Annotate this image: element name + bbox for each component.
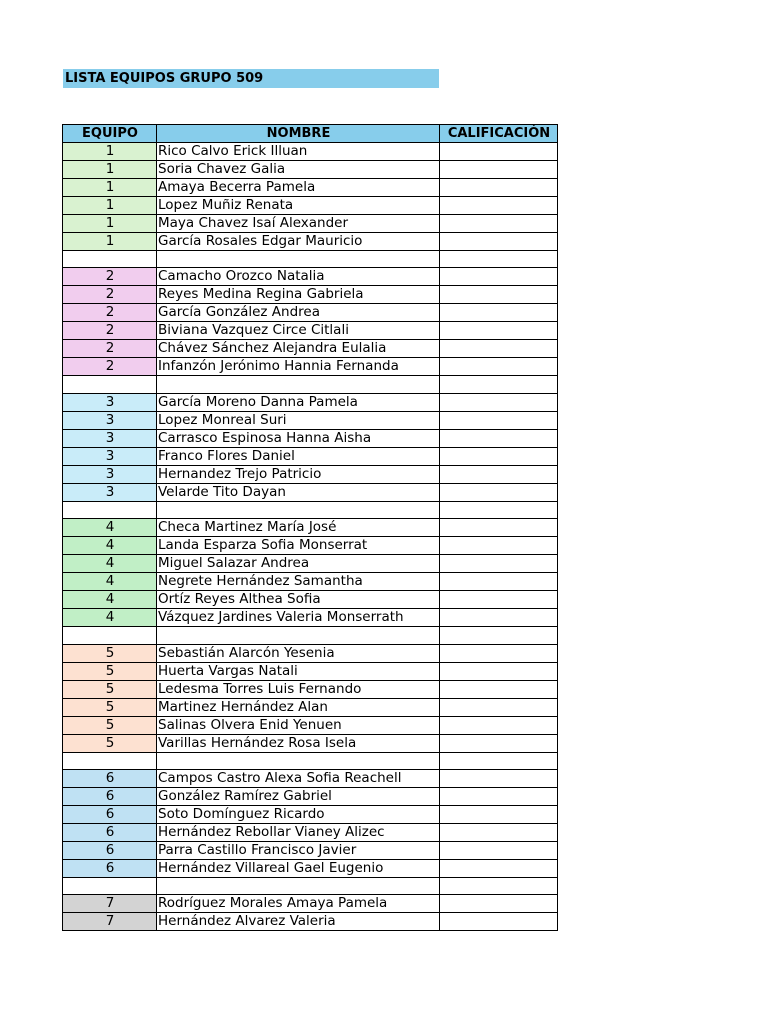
table-row	[63, 411, 558, 429]
cell-nombre[interactable]: Soria Chavez Galia	[157, 161, 440, 179]
cell-equipo[interactable]: 1	[63, 197, 157, 215]
spacer-row	[63, 501, 558, 518]
spacer-row	[63, 627, 558, 644]
table-row	[63, 268, 558, 286]
table-row	[63, 859, 558, 877]
table-row	[63, 644, 558, 662]
cell-equipo[interactable]	[63, 501, 157, 518]
cell-equipo[interactable]: 3	[63, 393, 157, 411]
table-row	[63, 429, 558, 447]
cell-nombre[interactable]: Landa Esparza Sofia Monserrat	[157, 537, 440, 555]
cell-calificacion[interactable]	[440, 591, 558, 609]
cell-calificacion[interactable]	[440, 805, 558, 823]
cell-calificacion[interactable]	[440, 340, 558, 358]
cell-equipo[interactable]: 3	[63, 429, 157, 447]
cell-calificacion[interactable]	[440, 787, 558, 805]
cell-equipo[interactable]: 5	[63, 644, 157, 662]
cell-nombre[interactable]	[157, 627, 440, 644]
cell-calificacion[interactable]	[440, 519, 558, 537]
table-row	[63, 698, 558, 716]
cell-nombre[interactable]: Vázquez Jardines Valeria Monserrath	[157, 609, 440, 627]
cell-equipo[interactable]: 3	[63, 465, 157, 483]
cell-nombre[interactable]: Amaya Becerra Pamela	[157, 179, 440, 197]
cell-equipo[interactable]: 1	[63, 179, 157, 197]
cell-nombre[interactable]	[157, 251, 440, 268]
cell-calificacion[interactable]	[440, 286, 558, 304]
cell-equipo[interactable]: 2	[63, 358, 157, 376]
cell-equipo[interactable]: 5	[63, 698, 157, 716]
cell-equipo[interactable]: 4	[63, 573, 157, 591]
cell-nombre[interactable]: Infanzón Jerónimo Hannia Fernanda	[157, 358, 440, 376]
table-row	[63, 823, 558, 841]
cell-calificacion[interactable]	[440, 483, 558, 501]
cell-calificacion[interactable]	[440, 752, 558, 769]
cell-calificacion[interactable]	[440, 161, 558, 179]
cell-equipo[interactable]	[63, 251, 157, 268]
cell-calificacion[interactable]	[440, 698, 558, 716]
cell-nombre[interactable]: Negrete Hernández Samantha	[157, 573, 440, 591]
table-row	[63, 787, 558, 805]
cell-calificacion[interactable]	[440, 627, 558, 644]
cell-equipo[interactable]: 2	[63, 340, 157, 358]
cell-equipo[interactable]: 2	[63, 268, 157, 286]
cell-equipo[interactable]: 1	[63, 161, 157, 179]
cell-equipo[interactable]: 1	[63, 143, 157, 161]
cell-nombre[interactable]: Lopez Muñiz Renata	[157, 197, 440, 215]
cell-nombre[interactable]: Ledesma Torres Luis Fernando	[157, 680, 440, 698]
cell-nombre[interactable]: Reyes Medina Regina Gabriela	[157, 286, 440, 304]
table-row	[63, 913, 558, 931]
cell-nombre[interactable]: Miguel Salazar Andrea	[157, 555, 440, 573]
table-row	[63, 161, 558, 179]
cell-equipo[interactable]: 2	[63, 322, 157, 340]
table-row	[63, 465, 558, 483]
table-row	[63, 519, 558, 537]
cell-calificacion[interactable]	[440, 644, 558, 662]
cell-calificacion[interactable]	[440, 913, 558, 931]
cell-nombre[interactable]: Biviana Vazquez Circe Citlali	[157, 322, 440, 340]
cell-calificacion[interactable]	[440, 233, 558, 251]
cell-equipo[interactable]: 6	[63, 769, 157, 787]
cell-equipo[interactable]: 7	[63, 913, 157, 931]
cell-equipo[interactable]: 5	[63, 716, 157, 734]
cell-equipo[interactable]	[63, 627, 157, 644]
cell-nombre[interactable]: Lopez Monreal Suri	[157, 411, 440, 429]
cell-equipo[interactable]: 6	[63, 787, 157, 805]
cell-nombre[interactable]: García Moreno Danna Pamela	[157, 393, 440, 411]
table-row	[63, 895, 558, 913]
cell-calificacion[interactable]	[440, 823, 558, 841]
cell-calificacion[interactable]	[440, 662, 558, 680]
cell-nombre[interactable]: Sebastián Alarcón Yesenia	[157, 644, 440, 662]
cell-calificacion[interactable]	[440, 734, 558, 752]
cell-calificacion[interactable]	[440, 877, 558, 894]
table-row	[63, 179, 558, 197]
table-row	[63, 841, 558, 859]
cell-nombre[interactable]: Hernández Rebollar Vianey Alizec	[157, 823, 440, 841]
cell-nombre[interactable]	[157, 877, 440, 894]
cell-nombre[interactable]: Huerta Vargas Natali	[157, 662, 440, 680]
header-row	[63, 125, 558, 143]
cell-calificacion[interactable]	[440, 393, 558, 411]
cell-calificacion[interactable]	[440, 841, 558, 859]
cell-calificacion[interactable]	[440, 429, 558, 447]
cell-nombre[interactable]: Maya Chavez Isaí Alexander	[157, 215, 440, 233]
cell-calificacion[interactable]	[440, 411, 558, 429]
cell-calificacion[interactable]	[440, 573, 558, 591]
cell-equipo[interactable]: 4	[63, 591, 157, 609]
cell-nombre[interactable]: Campos Castro Alexa Sofia Reachell	[157, 769, 440, 787]
cell-nombre[interactable]: Velarde Tito Dayan	[157, 483, 440, 501]
cell-equipo[interactable]	[63, 376, 157, 393]
cell-calificacion[interactable]	[440, 680, 558, 698]
table-row	[63, 769, 558, 787]
cell-calificacion[interactable]	[440, 895, 558, 913]
cell-equipo[interactable]: 2	[63, 304, 157, 322]
cell-nombre[interactable]: Varillas Hernández Rosa Isela	[157, 734, 440, 752]
cell-nombre[interactable]: Hernández Alvarez Valeria	[157, 913, 440, 931]
cell-nombre[interactable]	[157, 376, 440, 393]
table-row	[63, 573, 558, 591]
cell-calificacion[interactable]	[440, 447, 558, 465]
cell-calificacion[interactable]	[440, 501, 558, 518]
table-row	[63, 483, 558, 501]
cell-nombre[interactable]: Martinez Hernández Alan	[157, 698, 440, 716]
table-row	[63, 304, 558, 322]
cell-nombre[interactable]: Parra Castillo Francisco Javier	[157, 841, 440, 859]
cell-calificacion[interactable]	[440, 197, 558, 215]
cell-nombre[interactable]: Camacho Orozco Natalia	[157, 268, 440, 286]
cell-nombre[interactable]: Hernandez Trejo Patricio	[157, 465, 440, 483]
table-row	[63, 805, 558, 823]
cell-equipo[interactable]: 3	[63, 447, 157, 465]
cell-calificacion[interactable]	[440, 716, 558, 734]
table-row	[63, 609, 558, 627]
spacer-row	[63, 376, 558, 393]
header-nombre: NOMBRE	[157, 125, 440, 143]
table-row	[63, 716, 558, 734]
cell-calificacion[interactable]	[440, 465, 558, 483]
header-equipo: EQUIPO	[63, 125, 157, 143]
cell-calificacion[interactable]	[440, 251, 558, 268]
cell-nombre[interactable]: García Rosales Edgar Mauricio	[157, 233, 440, 251]
team-table	[62, 124, 558, 931]
cell-nombre[interactable]: Carrasco Espinosa Hanna Aisha	[157, 429, 440, 447]
cell-calificacion[interactable]	[440, 769, 558, 787]
cell-calificacion[interactable]	[440, 304, 558, 322]
cell-calificacion[interactable]	[440, 215, 558, 233]
cell-nombre[interactable]	[157, 501, 440, 518]
cell-nombre[interactable]: Ortíz Reyes Althea Sofia	[157, 591, 440, 609]
table-body	[63, 143, 558, 931]
cell-equipo[interactable]: 5	[63, 734, 157, 752]
cell-calificacion[interactable]	[440, 358, 558, 376]
table-row	[63, 215, 558, 233]
table-row	[63, 143, 558, 161]
sheet-title: LISTA EQUIPOS GRUPO 509	[63, 69, 439, 88]
cell-equipo[interactable]: 5	[63, 680, 157, 698]
cell-nombre[interactable]: García González Andrea	[157, 304, 440, 322]
cell-calificacion[interactable]	[440, 268, 558, 286]
table-row	[63, 662, 558, 680]
table-row	[63, 734, 558, 752]
cell-calificacion[interactable]	[440, 179, 558, 197]
cell-nombre[interactable]: Chávez Sánchez Alejandra Eulalia	[157, 340, 440, 358]
table-row	[63, 286, 558, 304]
header-calificacion: CALIFICACIÓN	[440, 125, 558, 143]
table-row	[63, 680, 558, 698]
table-row	[63, 447, 558, 465]
cell-nombre[interactable]	[157, 752, 440, 769]
cell-equipo[interactable]: 4	[63, 519, 157, 537]
cell-equipo[interactable]: 6	[63, 859, 157, 877]
cell-nombre[interactable]: Soto Domínguez Ricardo	[157, 805, 440, 823]
cell-calificacion[interactable]	[440, 537, 558, 555]
cell-equipo[interactable]	[63, 752, 157, 769]
cell-nombre[interactable]: Checa Martinez María José	[157, 519, 440, 537]
cell-equipo[interactable]: 2	[63, 286, 157, 304]
spacer-row	[63, 752, 558, 769]
cell-nombre[interactable]: González Ramírez Gabriel	[157, 787, 440, 805]
spacer-row	[63, 877, 558, 894]
cell-equipo[interactable]: 1	[63, 215, 157, 233]
spacer-row	[63, 251, 558, 268]
cell-equipo[interactable]	[63, 877, 157, 894]
cell-equipo[interactable]: 3	[63, 411, 157, 429]
cell-equipo[interactable]: 6	[63, 823, 157, 841]
table-row	[63, 197, 558, 215]
cell-nombre[interactable]: Franco Flores Daniel	[157, 447, 440, 465]
cell-equipo[interactable]: 7	[63, 895, 157, 913]
cell-calificacion[interactable]	[440, 609, 558, 627]
table-row	[63, 322, 558, 340]
cell-nombre[interactable]: Rico Calvo Erick Illuan	[157, 143, 440, 161]
cell-nombre[interactable]: Salinas Olvera Enid Yenuen	[157, 716, 440, 734]
table-row	[63, 393, 558, 411]
table-row	[63, 537, 558, 555]
table-row	[63, 340, 558, 358]
cell-calificacion[interactable]	[440, 143, 558, 161]
table-row	[63, 358, 558, 376]
cell-equipo[interactable]: 6	[63, 805, 157, 823]
cell-calificacion[interactable]	[440, 322, 558, 340]
cell-equipo[interactable]: 3	[63, 483, 157, 501]
table-row	[63, 233, 558, 251]
cell-calificacion[interactable]	[440, 555, 558, 573]
cell-equipo[interactable]: 1	[63, 233, 157, 251]
cell-nombre[interactable]: Hernández Villareal Gael Eugenio	[157, 859, 440, 877]
table-row	[63, 591, 558, 609]
cell-equipo[interactable]: 4	[63, 609, 157, 627]
cell-equipo[interactable]: 5	[63, 662, 157, 680]
cell-nombre[interactable]: Rodríguez Morales Amaya Pamela	[157, 895, 440, 913]
cell-equipo[interactable]: 4	[63, 555, 157, 573]
cell-equipo[interactable]: 6	[63, 841, 157, 859]
cell-calificacion[interactable]	[440, 859, 558, 877]
table-row	[63, 555, 558, 573]
cell-equipo[interactable]: 4	[63, 537, 157, 555]
cell-calificacion[interactable]	[440, 376, 558, 393]
